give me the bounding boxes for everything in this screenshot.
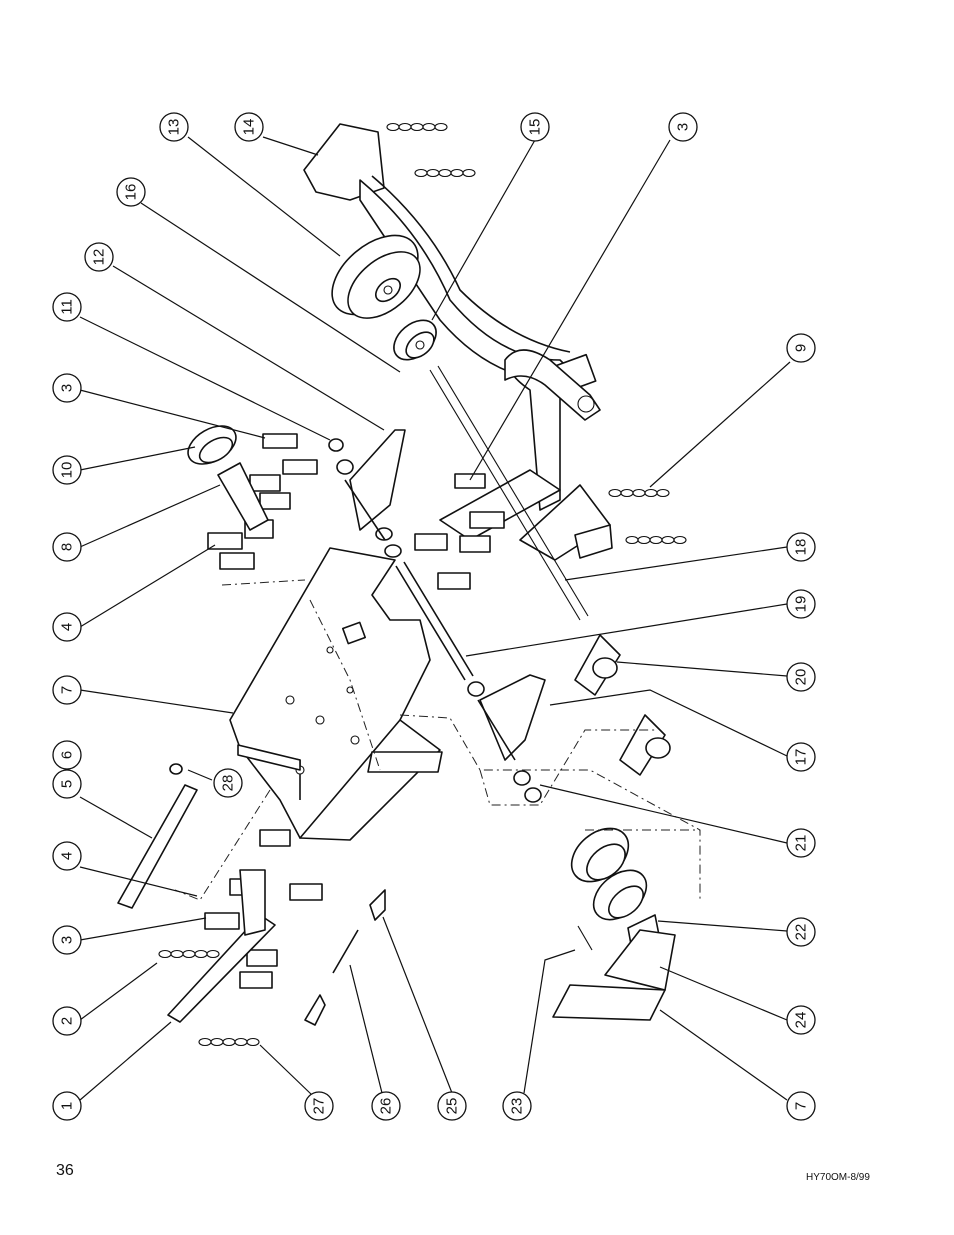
callout-27 [305,1092,333,1120]
callout-21 [787,829,815,857]
svg-text:7: 7 [792,1101,810,1111]
svg-text:9: 9 [792,343,810,353]
svg-text:4: 4 [58,851,76,861]
svg-text:17: 17 [792,748,810,766]
callout-1 [53,1092,81,1120]
main-deck-plate [230,548,442,840]
callout-2 [53,1007,81,1035]
callout-7-right [787,1092,815,1120]
callout-24 [787,1006,815,1034]
svg-text:18: 18 [792,538,810,556]
callout-23 [503,1092,531,1120]
svg-text:10: 10 [58,461,76,479]
callout-16 [117,178,145,206]
svg-text:24: 24 [792,1011,810,1029]
callout-13 [160,113,188,141]
svg-text:19: 19 [792,595,810,613]
callout-8 [53,533,81,561]
callout-5 [53,770,81,798]
svg-text:16: 16 [122,183,140,201]
svg-text:1: 1 [58,1101,76,1111]
callout-9 [787,334,815,362]
svg-text:26: 26 [377,1097,395,1115]
callout-3-left-upper [53,374,81,402]
top-arch-frame [304,124,600,510]
lower-right-pulleys [553,818,675,1020]
svg-text:25: 25 [443,1097,461,1115]
svg-text:6: 6 [58,750,76,760]
callout-bubbles [53,113,815,1120]
small-pulley [386,312,443,367]
callout-12 [85,243,113,271]
svg-text:3: 3 [674,122,692,132]
svg-text:8: 8 [58,542,76,552]
large-pulley [317,220,432,331]
callout-4-lower [53,842,81,870]
callout-22 [787,918,815,946]
svg-text:20: 20 [792,668,810,686]
svg-text:28: 28 [219,774,237,792]
parts-drawing [118,124,700,1046]
svg-text:2: 2 [58,1016,76,1026]
callout-26 [372,1092,400,1120]
callout-11 [53,293,81,321]
svg-text:14: 14 [240,118,258,136]
callout-3-top [669,113,697,141]
svg-text:7: 7 [58,685,76,695]
callout-15 [521,113,549,141]
callout-19 [787,590,815,618]
callout-28 [214,769,242,797]
callout-18 [787,533,815,561]
callout-20 [787,663,815,691]
svg-text:27: 27 [310,1097,328,1115]
callout-4-upper [53,613,81,641]
callout-6 [53,741,81,769]
svg-text:11: 11 [58,299,76,315]
svg-text:3: 3 [58,935,76,945]
svg-text:3: 3 [58,383,76,393]
page-number: 36 [56,1162,74,1179]
callout-7-left [53,676,81,704]
svg-text:13: 13 [165,118,183,136]
svg-text:4: 4 [58,622,76,632]
svg-text:12: 12 [90,248,108,266]
callout-3-left-lower [53,926,81,954]
document-code: HY70OM-8/99 [806,1172,870,1183]
callout-17 [787,743,815,771]
svg-text:15: 15 [526,118,544,136]
callout-14 [235,113,263,141]
svg-text:23: 23 [508,1097,526,1115]
callout-10 [53,456,81,484]
svg-text:22: 22 [792,923,810,941]
flange-bearings [575,635,670,775]
callout-25 [438,1092,466,1120]
svg-text:5: 5 [58,779,76,789]
tension-rod [305,890,385,1025]
svg-text:21: 21 [792,834,810,852]
